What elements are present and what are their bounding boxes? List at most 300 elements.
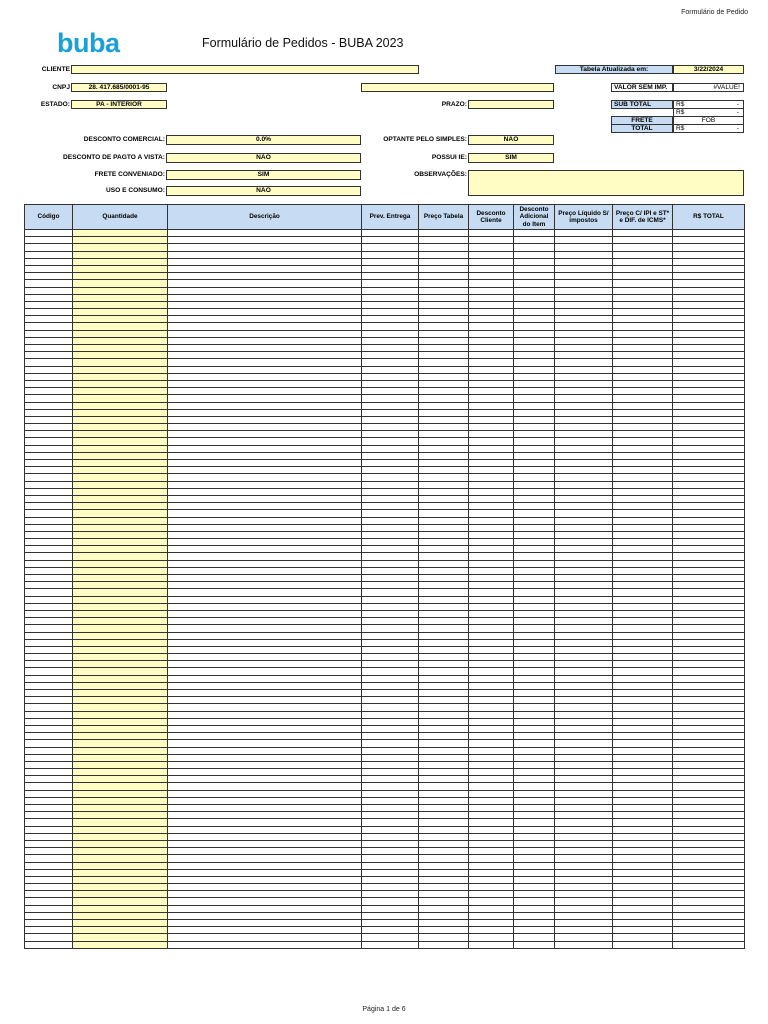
table-cell[interactable] [25,826,73,833]
table-cell[interactable] [419,287,469,294]
table-cell[interactable] [673,273,745,280]
table-cell[interactable] [168,761,362,768]
table-cell[interactable] [419,898,469,905]
table-cell[interactable] [419,711,469,718]
table-cell[interactable] [613,855,673,862]
table-cell[interactable] [673,524,745,531]
table-cell[interactable] [469,776,514,783]
table-cell[interactable] [514,495,555,502]
table-cell[interactable] [613,876,673,883]
table-cell[interactable] [73,905,168,912]
table-cell[interactable] [419,373,469,380]
table-cell[interactable] [469,761,514,768]
table-cell[interactable] [419,366,469,373]
table-cell[interactable] [168,639,362,646]
table-cell[interactable] [613,309,673,316]
table-cell[interactable] [419,467,469,474]
table-cell[interactable] [613,805,673,812]
table-cell[interactable] [73,517,168,524]
table-cell[interactable] [419,848,469,855]
table-cell[interactable] [362,330,419,337]
table-cell[interactable] [469,337,514,344]
table-cell[interactable] [73,747,168,754]
table-cell[interactable] [73,625,168,632]
table-cell[interactable] [469,294,514,301]
table-cell[interactable] [419,230,469,237]
table-cell[interactable] [514,704,555,711]
table-cell[interactable] [419,546,469,553]
table-cell[interactable] [25,546,73,553]
optante-simples-field[interactable]: NÃO [468,135,554,145]
table-cell[interactable] [168,589,362,596]
table-cell[interactable] [613,891,673,898]
table-cell[interactable] [419,280,469,287]
table-cell[interactable] [613,424,673,431]
table-cell[interactable] [25,920,73,927]
table-cell[interactable] [25,596,73,603]
table-cell[interactable] [469,725,514,732]
table-cell[interactable] [555,309,613,316]
table-cell[interactable] [73,668,168,675]
table-cell[interactable] [613,697,673,704]
table-cell[interactable] [613,797,673,804]
table-cell[interactable] [362,761,419,768]
table-cell[interactable] [419,826,469,833]
table-cell[interactable] [555,474,613,481]
cnpj-extra-field[interactable] [361,83,554,92]
table-cell[interactable] [168,682,362,689]
table-cell[interactable] [673,316,745,323]
table-cell[interactable] [362,237,419,244]
table-cell[interactable] [613,733,673,740]
table-cell[interactable] [514,718,555,725]
table-cell[interactable] [514,366,555,373]
table-cell[interactable] [419,610,469,617]
table-cell[interactable] [419,618,469,625]
table-cell[interactable] [673,740,745,747]
table-cell[interactable] [168,840,362,847]
table-cell[interactable] [673,237,745,244]
table-cell[interactable] [25,294,73,301]
table-cell[interactable] [25,474,73,481]
table-cell[interactable] [514,769,555,776]
table-cell[interactable] [168,625,362,632]
table-cell[interactable] [419,258,469,265]
table-cell[interactable] [25,862,73,869]
table-cell[interactable] [168,553,362,560]
table-cell[interactable] [362,840,419,847]
table-cell[interactable] [25,258,73,265]
table-cell[interactable] [168,833,362,840]
table-cell[interactable] [613,668,673,675]
table-cell[interactable] [555,819,613,826]
table-cell[interactable] [362,366,419,373]
table-cell[interactable] [73,869,168,876]
table-cell[interactable] [168,891,362,898]
table-cell[interactable] [613,826,673,833]
table-cell[interactable] [168,560,362,567]
table-cell[interactable] [25,761,73,768]
table-cell[interactable] [673,790,745,797]
table-cell[interactable] [419,481,469,488]
table-cell[interactable] [25,891,73,898]
table-cell[interactable] [555,460,613,467]
table-cell[interactable] [469,905,514,912]
table-cell[interactable] [419,517,469,524]
table-cell[interactable] [362,855,419,862]
table-cell[interactable] [73,927,168,934]
table-cell[interactable] [419,697,469,704]
table-cell[interactable] [25,718,73,725]
table-cell[interactable] [469,359,514,366]
table-cell[interactable] [73,812,168,819]
table-cell[interactable] [362,725,419,732]
table-cell[interactable] [25,582,73,589]
desconto-pagto-field[interactable]: NÃO [166,153,361,163]
table-cell[interactable] [469,618,514,625]
table-cell[interactable] [555,366,613,373]
table-cell[interactable] [362,582,419,589]
table-cell[interactable] [168,265,362,272]
table-cell[interactable] [673,546,745,553]
table-cell[interactable] [514,711,555,718]
table-cell[interactable] [673,294,745,301]
table-cell[interactable] [73,495,168,502]
table-cell[interactable] [555,639,613,646]
table-cell[interactable] [362,797,419,804]
table-cell[interactable] [555,567,613,574]
table-cell[interactable] [362,467,419,474]
table-cell[interactable] [362,941,419,948]
table-cell[interactable] [25,230,73,237]
table-cell[interactable] [613,488,673,495]
table-cell[interactable] [555,704,613,711]
table-cell[interactable] [613,740,673,747]
table-cell[interactable] [362,776,419,783]
table-cell[interactable] [168,754,362,761]
table-cell[interactable] [514,833,555,840]
table-cell[interactable] [73,819,168,826]
table-cell[interactable] [469,805,514,812]
table-cell[interactable] [25,531,73,538]
table-cell[interactable] [673,848,745,855]
table-cell[interactable] [73,733,168,740]
table-cell[interactable] [673,510,745,517]
table-cell[interactable] [514,596,555,603]
table-cell[interactable] [73,474,168,481]
table-cell[interactable] [673,661,745,668]
table-cell[interactable] [419,934,469,941]
table-cell[interactable] [73,632,168,639]
table-cell[interactable] [419,912,469,919]
table-cell[interactable] [73,690,168,697]
table-cell[interactable] [73,805,168,812]
table-cell[interactable] [514,654,555,661]
table-cell[interactable] [555,273,613,280]
table-cell[interactable] [555,589,613,596]
table-cell[interactable] [514,560,555,567]
table-cell[interactable] [469,495,514,502]
table-cell[interactable] [168,905,362,912]
table-cell[interactable] [419,265,469,272]
table-cell[interactable] [362,230,419,237]
table-cell[interactable] [73,790,168,797]
table-cell[interactable] [362,589,419,596]
table-cell[interactable] [168,805,362,812]
table-cell[interactable] [555,488,613,495]
table-cell[interactable] [362,265,419,272]
table-cell[interactable] [514,646,555,653]
table-cell[interactable] [419,654,469,661]
table-cell[interactable] [362,352,419,359]
table-cell[interactable] [613,869,673,876]
table-cell[interactable] [362,251,419,258]
table-cell[interactable] [469,345,514,352]
table-cell[interactable] [168,668,362,675]
table-cell[interactable] [514,546,555,553]
table-cell[interactable] [514,416,555,423]
table-cell[interactable] [419,661,469,668]
table-cell[interactable] [25,603,73,610]
table-cell[interactable] [25,754,73,761]
table-cell[interactable] [613,603,673,610]
table-cell[interactable] [469,769,514,776]
table-cell[interactable] [514,467,555,474]
table-cell[interactable] [419,352,469,359]
table-cell[interactable] [419,560,469,567]
table-cell[interactable] [555,934,613,941]
table-cell[interactable] [168,632,362,639]
table-cell[interactable] [613,510,673,517]
table-cell[interactable] [25,309,73,316]
table-cell[interactable] [555,258,613,265]
table-cell[interactable] [555,783,613,790]
table-cell[interactable] [25,934,73,941]
table-cell[interactable] [73,431,168,438]
table-cell[interactable] [168,431,362,438]
table-cell[interactable] [469,416,514,423]
table-cell[interactable] [168,388,362,395]
table-cell[interactable] [362,337,419,344]
table-cell[interactable] [25,316,73,323]
table-cell[interactable] [168,258,362,265]
table-cell[interactable] [419,632,469,639]
table-cell[interactable] [419,876,469,883]
table-cell[interactable] [419,690,469,697]
table-cell[interactable] [362,690,419,697]
table-cell[interactable] [469,675,514,682]
table-cell[interactable] [673,912,745,919]
table-cell[interactable] [168,862,362,869]
table-cell[interactable] [362,424,419,431]
table-cell[interactable] [73,301,168,308]
table-cell[interactable] [25,273,73,280]
table-cell[interactable] [73,503,168,510]
table-cell[interactable] [168,876,362,883]
table-cell[interactable] [673,769,745,776]
table-cell[interactable] [555,826,613,833]
table-cell[interactable] [673,481,745,488]
table-cell[interactable] [469,474,514,481]
table-cell[interactable] [168,230,362,237]
table-cell[interactable] [73,460,168,467]
table-cell[interactable] [25,495,73,502]
table-cell[interactable] [73,395,168,402]
table-cell[interactable] [73,273,168,280]
table-cell[interactable] [469,265,514,272]
table-cell[interactable] [555,776,613,783]
table-cell[interactable] [25,301,73,308]
table-cell[interactable] [73,553,168,560]
table-cell[interactable] [73,330,168,337]
table-cell[interactable] [25,280,73,287]
table-cell[interactable] [613,575,673,582]
table-cell[interactable] [555,330,613,337]
table-cell[interactable] [73,345,168,352]
table-cell[interactable] [419,309,469,316]
frete-conveniado-field[interactable]: SIM [166,170,361,180]
table-cell[interactable] [613,294,673,301]
table-cell[interactable] [673,251,745,258]
table-cell[interactable] [673,323,745,330]
table-cell[interactable] [613,345,673,352]
table-cell[interactable] [419,330,469,337]
table-cell[interactable] [73,589,168,596]
table-cell[interactable] [73,783,168,790]
table-cell[interactable] [514,438,555,445]
table-cell[interactable] [419,510,469,517]
table-cell[interactable] [555,632,613,639]
table-cell[interactable] [419,273,469,280]
table-cell[interactable] [514,603,555,610]
table-cell[interactable] [613,553,673,560]
table-cell[interactable] [613,460,673,467]
table-cell[interactable] [673,309,745,316]
table-cell[interactable] [419,682,469,689]
table-cell[interactable] [362,876,419,883]
table-cell[interactable] [673,826,745,833]
table-cell[interactable] [555,467,613,474]
table-cell[interactable] [168,819,362,826]
table-cell[interactable] [168,797,362,804]
table-cell[interactable] [73,876,168,883]
table-cell[interactable] [25,337,73,344]
table-cell[interactable] [673,539,745,546]
table-cell[interactable] [362,704,419,711]
table-cell[interactable] [362,553,419,560]
table-cell[interactable] [168,618,362,625]
table-cell[interactable] [25,265,73,272]
table-cell[interactable] [673,697,745,704]
table-cell[interactable] [419,553,469,560]
table-cell[interactable] [555,280,613,287]
table-cell[interactable] [514,840,555,847]
table-cell[interactable] [469,884,514,891]
table-cell[interactable] [419,927,469,934]
table-cell[interactable] [673,287,745,294]
table-cell[interactable] [514,783,555,790]
table-cell[interactable] [25,323,73,330]
table-cell[interactable] [514,481,555,488]
table-cell[interactable] [362,503,419,510]
table-cell[interactable] [419,625,469,632]
table-cell[interactable] [555,546,613,553]
table-cell[interactable] [514,812,555,819]
table-cell[interactable] [673,797,745,804]
table-cell[interactable] [555,510,613,517]
table-cell[interactable] [25,517,73,524]
table-cell[interactable] [362,316,419,323]
table-cell[interactable] [514,524,555,531]
table-cell[interactable] [73,654,168,661]
table-cell[interactable] [419,797,469,804]
table-cell[interactable] [419,337,469,344]
table-cell[interactable] [514,675,555,682]
table-cell[interactable] [673,840,745,847]
table-cell[interactable] [613,675,673,682]
table-cell[interactable] [419,704,469,711]
table-cell[interactable] [555,718,613,725]
table-cell[interactable] [419,747,469,754]
table-cell[interactable] [613,546,673,553]
table-cell[interactable] [362,488,419,495]
table-cell[interactable] [555,524,613,531]
table-cell[interactable] [419,474,469,481]
table-cell[interactable] [25,539,73,546]
table-cell[interactable] [168,316,362,323]
table-cell[interactable] [673,862,745,869]
table-cell[interactable] [613,632,673,639]
table-cell[interactable] [673,761,745,768]
table-cell[interactable] [362,610,419,617]
table-cell[interactable] [362,395,419,402]
table-cell[interactable] [613,531,673,538]
table-cell[interactable] [25,330,73,337]
table-cell[interactable] [419,524,469,531]
table-cell[interactable] [362,294,419,301]
table-cell[interactable] [469,862,514,869]
table-cell[interactable] [613,690,673,697]
table-cell[interactable] [469,237,514,244]
table-cell[interactable] [25,639,73,646]
table-cell[interactable] [73,884,168,891]
table-cell[interactable] [469,589,514,596]
table-cell[interactable] [613,237,673,244]
table-cell[interactable] [673,754,745,761]
table-cell[interactable] [362,639,419,646]
table-cell[interactable] [613,769,673,776]
table-cell[interactable] [362,654,419,661]
table-cell[interactable] [73,862,168,869]
table-cell[interactable] [469,330,514,337]
table-cell[interactable] [362,452,419,459]
table-cell[interactable] [73,898,168,905]
table-cell[interactable] [469,690,514,697]
table-cell[interactable] [25,912,73,919]
table-cell[interactable] [514,797,555,804]
table-cell[interactable] [168,898,362,905]
table-cell[interactable] [419,359,469,366]
table-cell[interactable] [673,855,745,862]
table-cell[interactable] [419,539,469,546]
table-cell[interactable] [613,258,673,265]
table-cell[interactable] [73,352,168,359]
table-cell[interactable] [555,424,613,431]
table-cell[interactable] [25,395,73,402]
table-cell[interactable] [419,733,469,740]
table-cell[interactable] [613,244,673,251]
table-cell[interactable] [555,869,613,876]
